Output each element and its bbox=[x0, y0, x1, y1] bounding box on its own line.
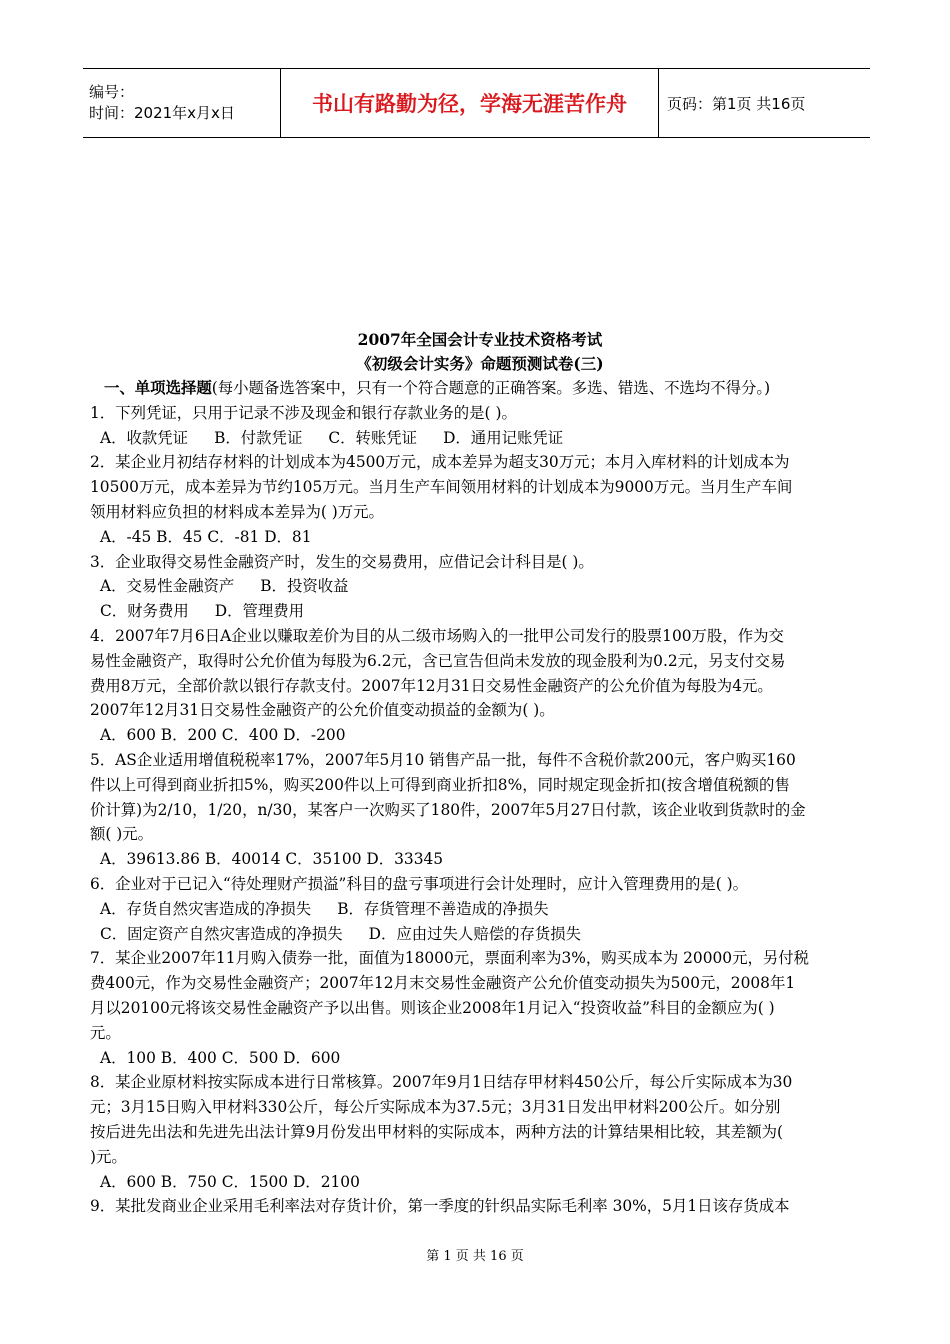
page-header bbox=[83, 68, 870, 138]
question-1-options bbox=[90, 426, 870, 451]
question-2-line: 领用材料应负担的材料成本差异为( )万元。 bbox=[90, 502, 384, 521]
option: B．投资收益 bbox=[260, 577, 349, 596]
option: A．交易性金融资产 bbox=[100, 577, 235, 596]
question-4-line: 4．2007年7月6日A企业以赚取差价为目的从二级市场购入的一批甲公司发行的股票100万股，作为交 bbox=[90, 626, 784, 645]
doc-title-1: 2007年全国会计专业技术资格考试 bbox=[357, 330, 603, 349]
question-9-line: 9．某批发商业企业采用毛利率法对存货计价，第一季度的针织品实际毛利率 30%，5月1日该存货成本 bbox=[90, 1197, 790, 1216]
question-4-line: 费用8万元，全部价款以银行存款支付。2007年12月31日交易性金融资产的公允价值为每股为4元。 bbox=[90, 676, 773, 695]
question-2-options: A．-45 B．45 C．-81 D．81 bbox=[100, 527, 312, 546]
question-7-line: 费400元，作为交易性金融资产；2007年12月末交易性金融资产公允价值变动损失为500元，2008年1 bbox=[90, 974, 796, 993]
question-6: 6．企业对于已记入“待处理财产损溢”科目的盘亏事项进行会计处理时，应计入管理费用的是( )。 bbox=[90, 874, 749, 893]
option: B．付款凭证 bbox=[214, 428, 303, 447]
option: D．通用记账凭证 bbox=[443, 428, 564, 447]
question-8-line: 8．某企业原材料按实际成本进行日常核算。2007年9月1日结存甲材料450公斤，每公斤实际成本为30 bbox=[90, 1073, 793, 1092]
question-8-line: 元；3月15日购入甲材料330公斤，每公斤实际成本为37.5元；3月31日发出甲材料200公斤。如分别 bbox=[90, 1098, 781, 1117]
question-6-options bbox=[90, 922, 870, 947]
doc-title-2: 《初级会计实务》命题预测试卷(三) bbox=[356, 354, 604, 373]
question-5-line: 额( )元。 bbox=[90, 825, 154, 844]
question-2-line: 10500万元，成本差异为节约105万元。当月生产车间领用材料的计划成本为9000万元。当月生产车间 bbox=[90, 478, 793, 497]
question-5-line: 件以上可得到商业折扣5%，购买200件以上可得到商业折扣8%，同时规定现金折扣(按含增值税额的售 bbox=[90, 775, 790, 794]
question-4-line: 易性金融资产，取得时公允价值为每股为6.2元，含已宣告但尚未发放的现金股利为0.2元，另支付交易 bbox=[90, 651, 786, 670]
question-5-line: 5．AS企业适用增值税税率17%，2007年5月10 销售产品一批，每件不含税价款200元，客户购买160 bbox=[90, 750, 796, 769]
question-4-line: 2007年12月31日交易性金融资产的公允价值变动损益的金额为( )。 bbox=[90, 701, 555, 720]
option: B．存货管理不善造成的净损失 bbox=[337, 899, 549, 918]
section-heading bbox=[90, 376, 870, 401]
option: D．应由过失人赔偿的存货损失 bbox=[368, 924, 582, 943]
question-1: 1．下列凭证，只用于记录不涉及现金和银行存款业务的是( )。 bbox=[90, 403, 517, 422]
option: A．存货自然灾害造成的净损失 bbox=[100, 899, 312, 918]
question-6-options bbox=[90, 897, 870, 922]
header-meta bbox=[83, 69, 281, 137]
question-8-options: A．600 B．750 C．1500 D．2100 bbox=[100, 1172, 360, 1191]
option: C．转账凭证 bbox=[328, 428, 418, 447]
question-5-line: 价计算)为2/10，1/20，n/30，某客户一次购买了180件，2007年5月27日付款，该企业收到货款时的金 bbox=[90, 800, 806, 819]
question-3-options bbox=[90, 599, 870, 624]
section-head: 一、单项选择题 bbox=[104, 379, 212, 397]
option: A．收款凭证 bbox=[100, 428, 189, 447]
doc-number-label: 编号： bbox=[89, 83, 135, 101]
option: C．固定资产自然灾害造成的净损失 bbox=[100, 924, 343, 943]
section-note: (每小题备选答案中，只有一个符合题意的正确答案。多选、错选、不选均不得分。) bbox=[211, 379, 771, 397]
question-3: 3．企业取得交易性金融资产时，发生的交易费用，应借记会计科目是( )。 bbox=[90, 552, 594, 571]
header-page-label: 页码：第1页 共16页 bbox=[667, 94, 806, 113]
question-7-line: 7．某企业2007年11月购入债券一批，面值为18000元，票面利率为3%，购买成本为 20000元，另付税 bbox=[90, 949, 810, 968]
header-motto: 书山有路勤为径，学海无涯苦作舟 bbox=[281, 69, 659, 137]
question-7-line: 元。 bbox=[90, 1023, 121, 1042]
question-8-line: 按后进先出法和先进先出法计算9月份发出甲材料的实际成本，两种方法的计算结果相比较，其差额为( bbox=[90, 1122, 783, 1141]
option: D．管理费用 bbox=[214, 602, 305, 621]
question-7-options: A．100 B．400 C．500 D．600 bbox=[100, 1048, 341, 1067]
question-8-line: )元。 bbox=[90, 1147, 127, 1166]
option: C．财务费用 bbox=[100, 602, 189, 621]
question-3-options bbox=[90, 574, 870, 599]
page-footer: 第 1 页 共 16 页 bbox=[426, 1249, 524, 1264]
doc-time-label: 时间：2021年x月x日 bbox=[89, 104, 235, 122]
question-2-line: 2．某企业月初结存材料的计划成本为4500万元，成本差异为超支30万元；本月入库材料的计划成本为 bbox=[90, 453, 790, 472]
question-4-options: A．600 B．200 C．400 D．-200 bbox=[100, 726, 346, 745]
question-5-options: A．39613.86 B．40014 C．35100 D．33345 bbox=[100, 850, 444, 869]
document-body bbox=[90, 328, 870, 1219]
question-7-line: 月以20100元将该交易性金融资产予以出售。则该企业2008年1月记入“投资收益”科目的金额应为( ) bbox=[90, 998, 775, 1017]
